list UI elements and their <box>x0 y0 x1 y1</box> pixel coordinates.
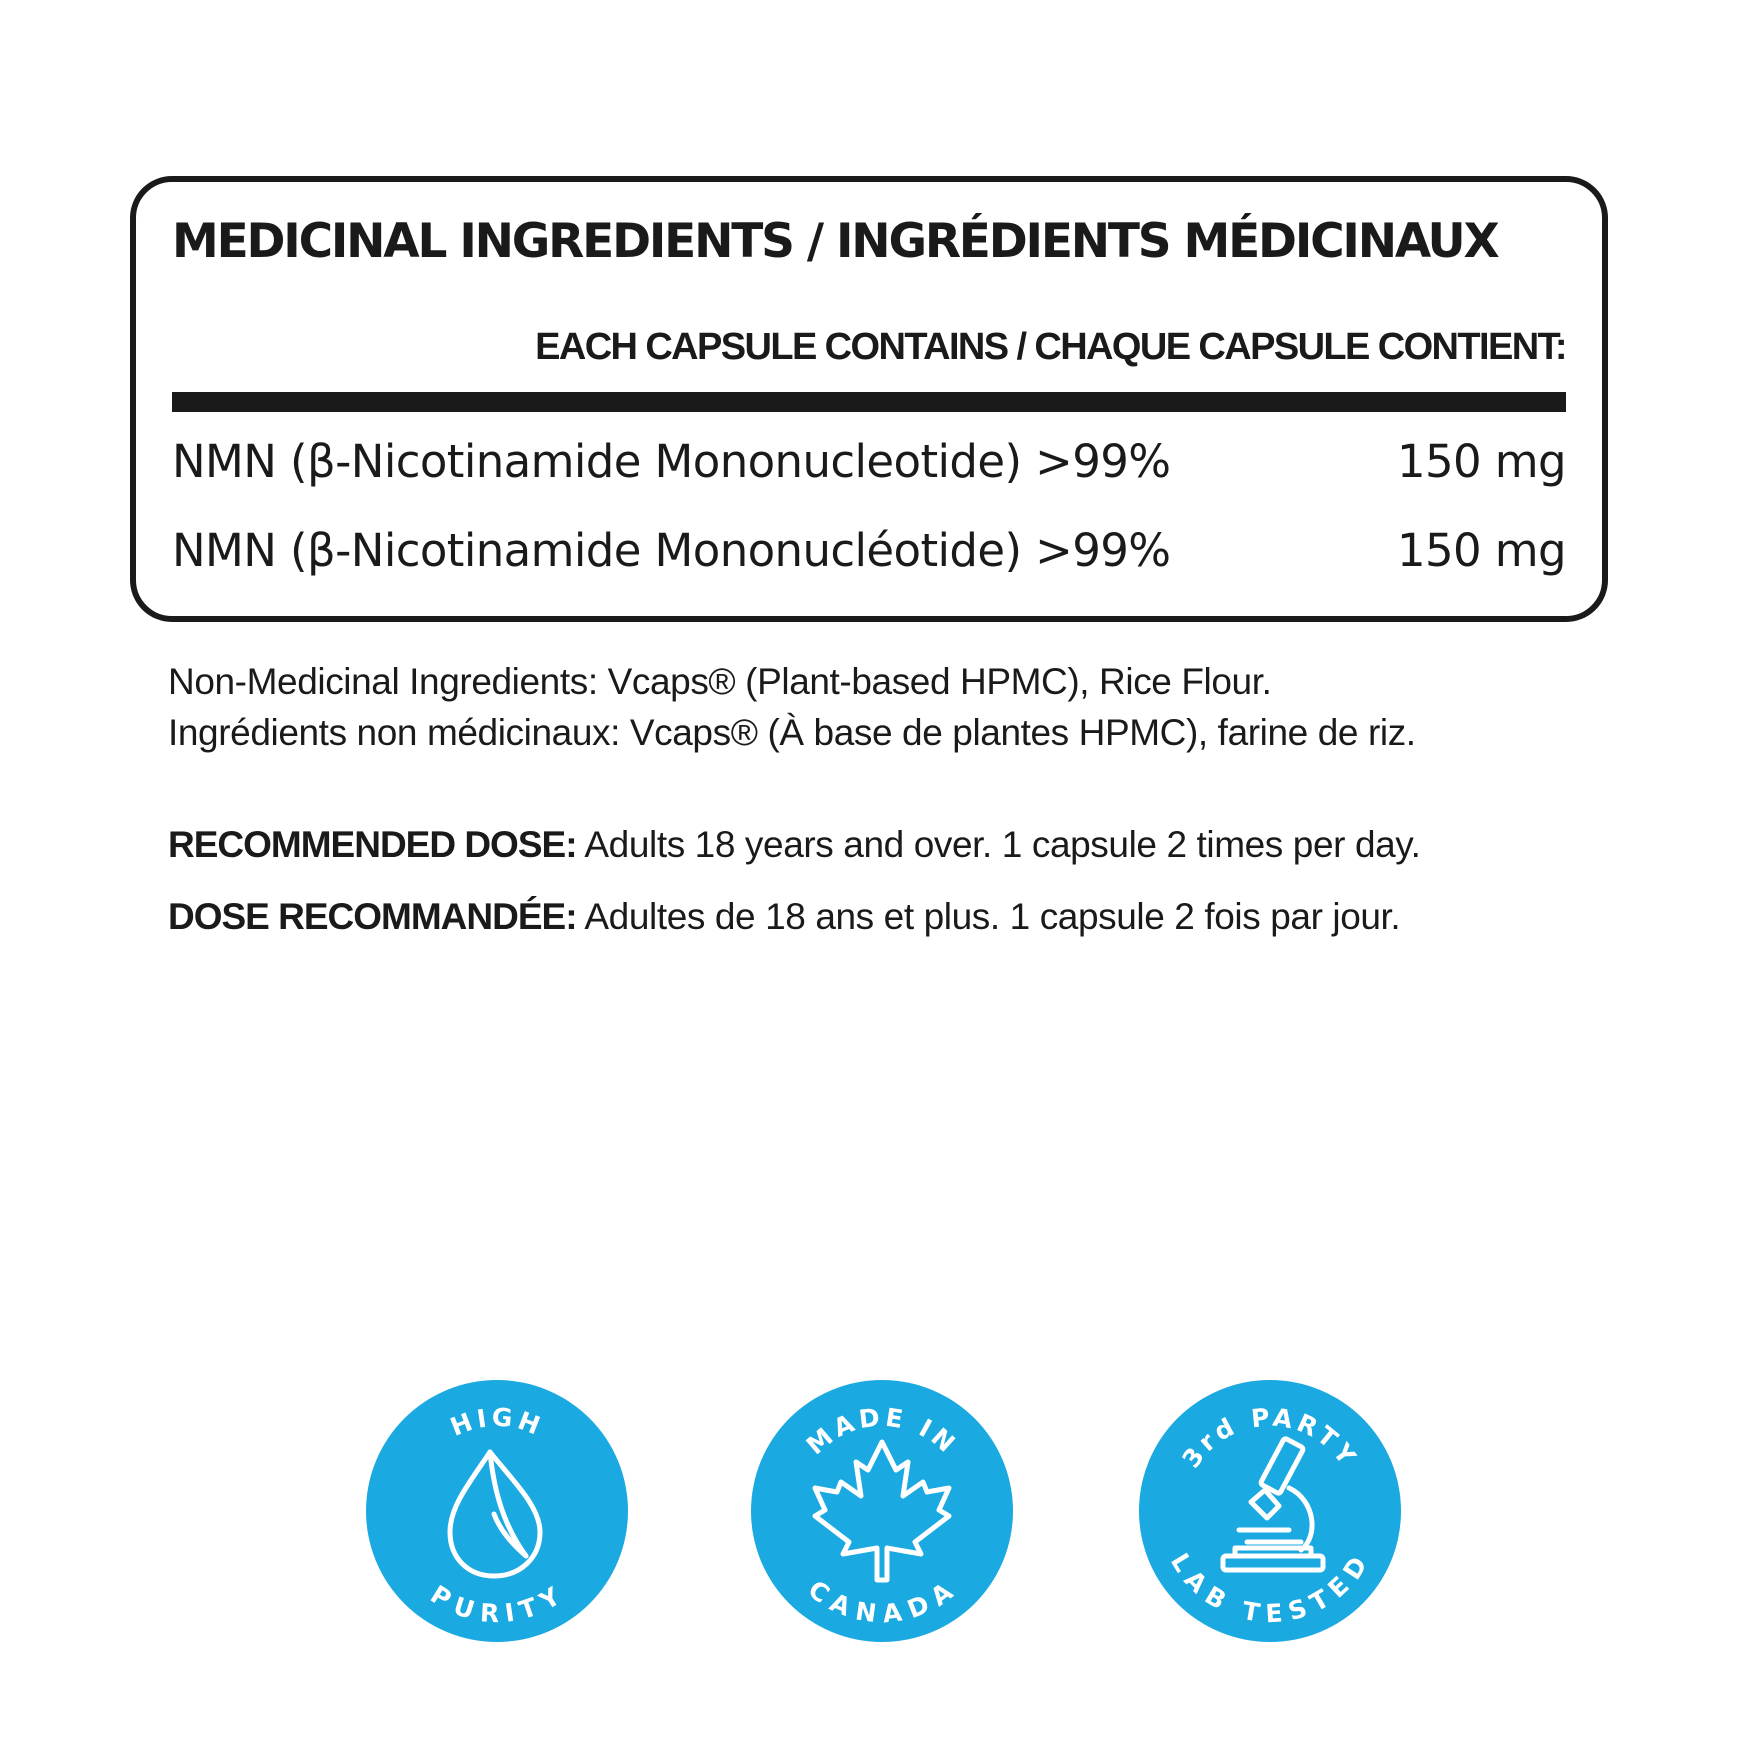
high-purity-badge <box>366 1380 628 1642</box>
ingredient-amount: 150 mg <box>1397 435 1566 488</box>
dose-label-fr: DOSE RECOMMANDÉE: <box>168 896 577 937</box>
dose-label-en: RECOMMENDED DOSE: <box>168 824 577 865</box>
ingredient-name: NMN (β-Nicotinamide Mononucléotide) >99% <box>172 524 1171 577</box>
badge-top-text: 3rd PARTY <box>1176 1402 1364 1474</box>
non-medicinal-en: Non-Medicinal Ingredients: Vcaps® (Plant-based HPMC), Rice Flour. <box>168 661 1272 702</box>
panel-title: MEDICINAL INGREDIENTS / INGRÉDIENTS MÉDICINAUX <box>172 214 1498 269</box>
dose-text-fr: Adultes de 18 ans et plus. 1 capsule 2 fois par jour. <box>576 896 1401 937</box>
ingredient-name: NMN (β-Nicotinamide Mononucleotide) >99% <box>172 435 1171 488</box>
medicinal-ingredients-panel <box>130 176 1608 622</box>
badge-bottom-text: CANADA <box>802 1574 962 1630</box>
recommended-dose-fr <box>168 892 1400 942</box>
ingredient-amount: 150 mg <box>1397 524 1566 577</box>
non-medicinal-fr: Ingrédients non médicinaux: Vcaps® (À base de plantes HPMC), farine de riz. <box>168 712 1416 753</box>
divider-rule <box>172 392 1566 412</box>
badge-top-text: MADE IN <box>800 1402 964 1461</box>
recommended-dose-en <box>168 820 1421 870</box>
non-medicinal-ingredients <box>168 656 1416 758</box>
ingredient-row <box>172 436 1566 488</box>
badge-bottom-text: PURITY <box>425 1579 569 1629</box>
third-party-lab-tested-badge <box>1139 1380 1401 1642</box>
dose-text-en: Adults 18 years and over. 1 capsule 2 times per day. <box>576 824 1421 865</box>
badge-top-text: HIGH <box>446 1402 548 1442</box>
made-in-canada-badge <box>751 1380 1013 1642</box>
panel-subtitle: EACH CAPSULE CONTAINS / CHAQUE CAPSULE CONTIENT: <box>535 326 1566 368</box>
badge-bottom-text: LAB TESTED <box>1164 1548 1376 1629</box>
ingredient-row <box>172 525 1566 577</box>
